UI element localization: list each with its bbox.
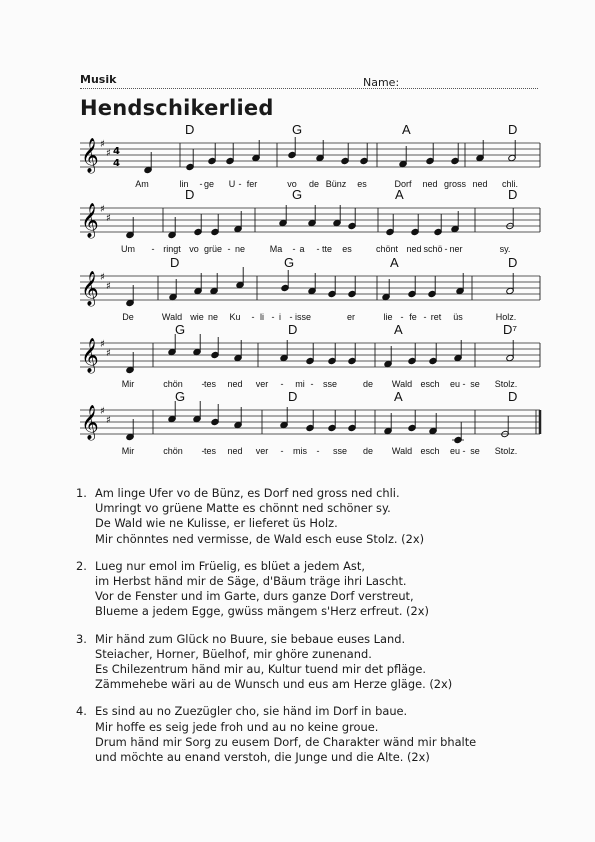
lyric-syllable: Stolz. (494, 379, 518, 389)
verse-block (76, 704, 556, 765)
lyric-syllable: ned (472, 179, 488, 189)
verse-lines (95, 704, 556, 765)
verses-section (76, 486, 556, 777)
lyric-syllable: ner (449, 244, 463, 254)
lyric-syllable: Wald (391, 446, 413, 456)
lyric-syllable: chön (163, 446, 183, 456)
sharp-icon: ♯ (106, 148, 111, 159)
chord-symbol: D (508, 187, 518, 202)
lyric-syllable: Bünz (325, 179, 347, 189)
sharp-icon: ♯ (100, 339, 105, 350)
lyric-syllable: chli. (501, 179, 519, 189)
chord-symbol: G (175, 322, 186, 337)
verse-line: Lueg nur emol im Früelig, es blüet a jedem Ast, (95, 558, 365, 573)
chord-symbol: A (402, 122, 411, 137)
lyric-syllable: mis (293, 446, 307, 456)
lyric-syllable: se (470, 446, 480, 456)
lyric-syllable: schö (423, 244, 443, 254)
lyric-syllable: Mir (121, 446, 135, 456)
lyric-syllable: wie (190, 312, 204, 322)
chord-symbol: D (508, 389, 518, 404)
lyric-syllable: lin (179, 179, 189, 189)
lyric-syllable: i (279, 312, 281, 322)
verse-lines (95, 632, 556, 693)
lyric-syllable: Stolz. (494, 446, 518, 456)
verse-number: 3. (76, 631, 87, 646)
lyric-syllable: grüe (203, 244, 223, 254)
lyric-syllable: - (280, 446, 284, 456)
lyric-syllable: - (292, 244, 296, 254)
chord-symbol: D (185, 187, 195, 202)
chord-symbol: A (394, 322, 403, 337)
verse-line: und möchte au enand verstoh, die Junge und die Alte. (2x) (95, 750, 430, 765)
lyric-syllable: ned (227, 446, 243, 456)
verse-line: im Herbst händ mir de Säge, d'Bäum träge ihri Lascht. (95, 574, 407, 589)
sharp-icon: ♯ (100, 139, 105, 150)
lyric-syllable: - (151, 244, 155, 254)
lyric-syllable: Wald (161, 312, 183, 322)
lyric-syllable: Mir (121, 379, 135, 389)
lyric-syllable: es (342, 244, 352, 254)
verse-block (76, 486, 556, 547)
lyric-syllable: Ma (269, 244, 283, 254)
lyric-syllable: tes (203, 379, 217, 389)
lyric-syllable: - (423, 312, 427, 322)
staff-system (80, 187, 540, 254)
lyric-syllable: De (122, 312, 134, 322)
lyric-syllable: - (201, 446, 205, 456)
lyric-syllable: de (362, 379, 374, 389)
sharp-icon: ♯ (106, 415, 111, 426)
chord-symbol: D (508, 122, 518, 137)
verse-line: Vor de Fenster und im Garte, durs ganze Dorf verstreut, (95, 589, 414, 604)
verse-line: Am linge Ufer vo de Bünz, es Dorf ned gross ned chli. (95, 486, 400, 500)
lyric-syllable: - (462, 446, 466, 456)
lyric-syllable: tte (321, 244, 333, 254)
verse-line: Umringt vo grüene Matte es chönnt ned schöner sy. (95, 501, 391, 516)
lyric-syllable: se (470, 379, 480, 389)
lyric-syllable: esch (420, 446, 440, 456)
lyric-syllable: er (346, 312, 356, 322)
treble-clef-icon: 𝄞 (81, 138, 99, 173)
verse-line: Blueme a jedem Egge, gwüss mängem s'Herz erfreut. (2x) (95, 604, 429, 619)
chord-symbol: D (185, 122, 195, 137)
lyric-syllable: Ku (229, 312, 241, 322)
chord-symbol: G (292, 187, 303, 202)
lyric-syllable: - (238, 179, 242, 189)
sharp-icon: ♯ (106, 281, 111, 292)
treble-clef-icon: 𝄞 (81, 271, 99, 306)
chord-symbol: D (288, 322, 298, 337)
lyric-syllable: eu (449, 446, 461, 456)
lyric-syllable: ned (406, 244, 422, 254)
chord-symbol: A (390, 255, 399, 270)
verse-line: Es sind au no Zuezügler cho, sie händ im Dorf in baue. (95, 704, 408, 719)
lyric-syllable: ringt (163, 244, 181, 254)
lyric-syllable: gross (443, 179, 467, 189)
lyric-syllable: - (289, 312, 293, 322)
time-signature-bottom: 4 (113, 158, 120, 169)
verse-line: De Wald wie ne Kulisse, er lieferet üs Holz. (95, 516, 338, 531)
lyric-syllable: - (444, 244, 448, 254)
verse-line: Es Chilezentrum händ mir au, Kultur tuend mir det pfläge. (95, 662, 427, 677)
lyric-syllable: sse (322, 379, 338, 389)
time-signature-top: 4 (113, 146, 120, 157)
sharp-icon: ♯ (100, 406, 105, 417)
lyric-syllable: a (299, 244, 305, 254)
verse-number: 1. (76, 486, 87, 500)
treble-clef-icon: 𝄞 (81, 338, 99, 373)
chord-symbol: A (394, 389, 403, 404)
chord-symbol: G (175, 389, 186, 404)
lyric-syllable: U (228, 179, 236, 189)
chord-symbol: D (170, 255, 180, 270)
lyric-syllable: ned (227, 379, 243, 389)
lyric-syllable: - (462, 379, 466, 389)
verse-number: 4. (76, 704, 87, 719)
sharp-icon: ♯ (106, 348, 111, 359)
verse-line: Zämmehebe wäri au de Wunsch und eus am Herze gläge. (2x) (95, 677, 453, 692)
lyric-syllable: chön (163, 379, 183, 389)
lyric-syllable: ver (255, 379, 269, 389)
lyric-syllable: ver (255, 446, 269, 456)
sharp-icon: ♯ (100, 204, 105, 215)
verse-line: Mir hoffe es seig jede froh und au no keine groue. (95, 719, 379, 734)
lyric-syllable: vo (287, 179, 297, 189)
lyric-syllable: Am (135, 179, 149, 189)
sharp-icon: ♯ (100, 272, 105, 283)
lyric-syllable: lie (383, 312, 393, 322)
lyric-syllable: sse (332, 446, 348, 456)
lyric-syllable: eu (449, 379, 461, 389)
lyric-syllable: ned (422, 179, 438, 189)
lyric-syllable: de (362, 446, 374, 456)
treble-clef-icon: 𝄞 (81, 405, 99, 440)
staff-system (80, 389, 540, 456)
lyric-syllable: chönt (375, 244, 399, 254)
lyric-syllable: - (310, 379, 314, 389)
subject-label: Musik (80, 73, 117, 86)
lyric-syllable: mi (295, 379, 305, 389)
lyric-syllable: tes (203, 446, 217, 456)
lyric-syllable: de (308, 179, 320, 189)
verse-block (76, 632, 556, 693)
lyric-syllable: ne (207, 312, 219, 322)
lyric-syllable: isse (294, 312, 312, 322)
lyric-syllable: esch (420, 379, 440, 389)
lyric-syllable: fe (409, 312, 417, 322)
lyric-syllable: - (400, 312, 404, 322)
sharp-icon: ♯ (106, 213, 111, 224)
lyric-syllable: ne (234, 244, 246, 254)
verse-line: Mir händ zum Glück no Buure, sie bebaue euses Land. (95, 631, 406, 646)
lyric-syllable: Um (121, 244, 135, 254)
lyric-syllable: Holz. (495, 312, 517, 322)
chord-symbol: G (292, 122, 303, 137)
staff-system (80, 122, 540, 189)
lyric-syllable: - (199, 179, 203, 189)
verse-block (76, 559, 556, 620)
lyric-syllable: üs (453, 312, 463, 322)
chord-symbol: D (288, 389, 298, 404)
verse-line: Mir chönntes ned vermisse, de Wald esch euse Stolz. (2x) (95, 531, 425, 546)
lyric-syllable: ge (203, 179, 215, 189)
lyric-syllable: fer (246, 179, 258, 189)
lyric-syllable: es (357, 179, 367, 189)
lyric-syllable: vo (189, 244, 199, 254)
verse-lines (95, 486, 556, 547)
song-title: Hendschikerlied (80, 96, 274, 120)
staff-system (80, 255, 540, 322)
lyric-syllable: - (227, 244, 231, 254)
staff-system (80, 322, 540, 389)
lyric-syllable: - (251, 312, 255, 322)
lyric-syllable: sy. (499, 244, 511, 254)
lyric-syllable: ret (430, 312, 442, 322)
chord-symbol: G (284, 255, 295, 270)
lyric-syllable: li (260, 312, 264, 322)
chord-symbol: D (508, 255, 518, 270)
lyric-syllable: - (271, 312, 275, 322)
verse-number: 2. (76, 558, 87, 573)
treble-clef-icon: 𝄞 (81, 203, 99, 238)
chord-symbol: A (395, 187, 404, 202)
chord-symbol: D⁷ (503, 322, 518, 337)
lyric-syllable: - (316, 244, 320, 254)
lyric-syllable: - (201, 379, 205, 389)
verse-line: Drum händ mir Sorg zu eusem Dorf, de Charakter wänd mir bhalte (95, 734, 477, 749)
lyric-syllable: Wald (391, 379, 413, 389)
verse-line: Steiacher, Horner, Büelhof, mir ghöre zunenand. (95, 646, 372, 661)
lyric-syllable: Dorf (394, 179, 412, 189)
lyric-syllable: - (280, 379, 284, 389)
lyric-syllable: - (316, 446, 320, 456)
name-label: Name: (363, 76, 400, 89)
verse-lines (95, 559, 556, 620)
